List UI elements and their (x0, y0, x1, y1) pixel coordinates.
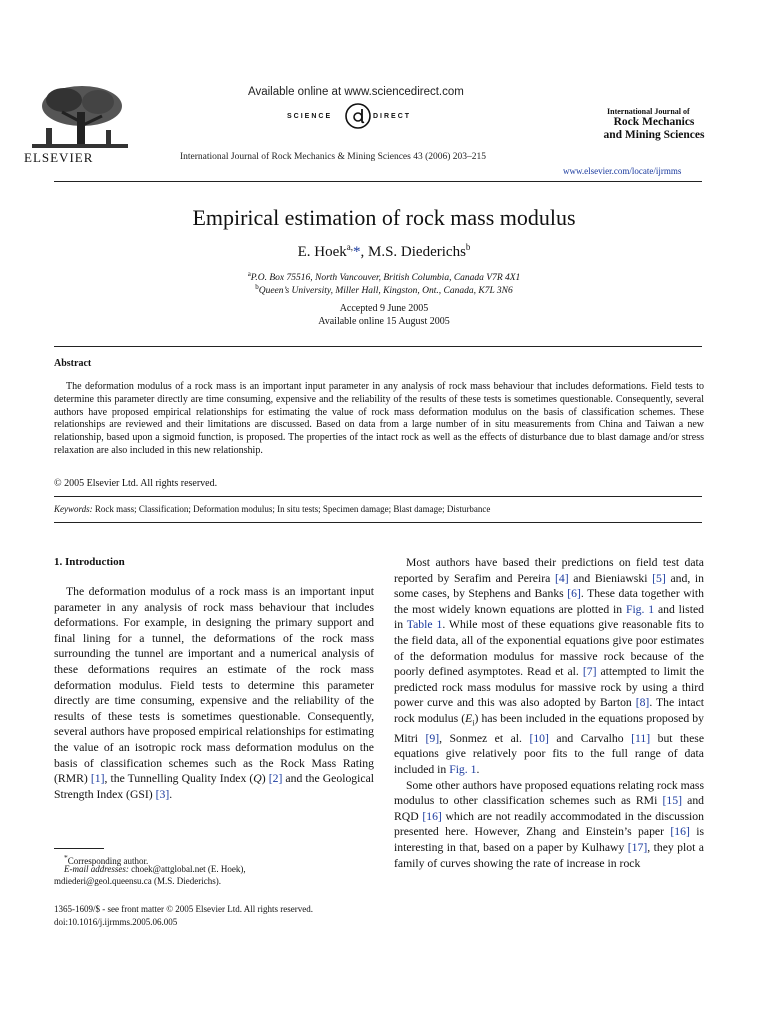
fig-1-link[interactable]: Fig. 1 (625, 602, 655, 616)
section-heading-introduction: 1. Introduction (54, 556, 125, 568)
ref-5-link[interactable]: [5] (652, 571, 666, 585)
keywords-bottom-divider (54, 522, 702, 523)
ref-17-link[interactable]: [17] (627, 841, 648, 855)
author-list (0, 242, 768, 261)
doi-line: doi:10.1016/j.ijrmms.2005.06.005 (54, 917, 178, 927)
author-diederichs-affil: b (465, 242, 471, 252)
ref-8-link[interactable]: [8] (635, 696, 650, 710)
abstract-copyright: © 2005 Elsevier Ltd. All rights reserved. (54, 478, 218, 489)
at-symbol-icon (343, 101, 373, 131)
author-hoek-affil: a, (346, 242, 353, 252)
author-hoek: E. Hoek (297, 244, 347, 260)
keywords-line (54, 504, 490, 514)
ref-10-link[interactable]: [10] (529, 731, 549, 745)
ref-9-link[interactable]: [9] (425, 731, 440, 745)
available-date: Available online 15 August 2005 (318, 316, 450, 327)
author-diederichs: M.S. Diederichs (368, 244, 466, 260)
journal-url-link[interactable]: www.elsevier.com/locate/ijrmms (563, 166, 682, 176)
journal-citation: International Journal of Rock Mechanics & Mining Sciences 43 (2006) 203–215 (180, 152, 487, 162)
email-addresses-line: E-mail addresses: choek@attglobal.net (E. Hoek), (64, 864, 246, 874)
journal-box-title: Rock Mechanics and Mining Sciences (603, 116, 705, 141)
footnote-divider (54, 848, 104, 849)
ref-4-link[interactable]: [4] (554, 571, 569, 585)
ref-16-link-2[interactable]: [16] (670, 825, 690, 839)
intro-right-column (394, 555, 704, 871)
fig-1-link-2[interactable]: Fig. 1 (449, 763, 477, 777)
abstract-top-divider (54, 346, 702, 347)
corresponding-author-link[interactable]: * (353, 244, 361, 260)
author-separator: , (360, 244, 368, 260)
intro-left-paragraph: The deformation modulus of a rock mass is an important input parameter in any analysis of rock mass behaviour that includes deformations. For example, in designing the primary support and final lining for a tunnel, the deformations of the rock mass surrounding the tunnel are important and a numerical analysis of these deformations requires an estimate of the rock mass deformation modulus. Field tests to determine this parameter directly are time consuming, expensive and the reliability of the results of these tests is sometimes questionable. Consequently, several authors have proposed empirical relationships for estimating the value of an isotropic rock mass deformation modulus on the basis of classification schemes such as the Rock Mass Rating (RMR) [1], the Tunnelling Quality Index (Q) [2] and the Geological Strength Index (GSI) [3]. (54, 585, 374, 801)
affiliation-b: $^b$Queen’s University, Miller Hall, Kingston, Ont., Canada, K7L 3N6 (255, 283, 513, 297)
journal-box-intl: International Journal of (607, 107, 690, 116)
ref-15-link[interactable]: [15] (662, 794, 682, 808)
ref-7-link[interactable]: [7] (582, 665, 597, 679)
table-1-link[interactable]: Table 1 (406, 618, 443, 632)
intro-right-paragraph-1: Most authors have based their predictions on field test data reported by Serafim and Pereira [4] and Bieniawski [5] and, in some cases, by Stephens and Banks [6]. These data together with the most widely known equations are plotted in Fig. 1 and listed in Table 1. While most of these equations give reasonable fits to the field data, all of the exponential equations give poor estimates of the deformation modulus for massive rock because of the poorly defined asymptotes. Read et al. [7] attempted to limit the predicted rock mass modulus for massive rock by using a third power curve and this was also adopted by Barton [8]. The intact rock modulus $(E_i)$ has been included in the equations proposed by Mitri [9], Sonmez et al. [10] and Carvalho [11] but these equations give relatively poor fits to the full range of data included in Fig. 1. (394, 556, 705, 777)
accepted-date: Accepted 9 June 2005 (339, 303, 429, 314)
corresponding-author-note: *Corresponding author. (64, 853, 149, 866)
publisher-name: ELSEVIER (24, 150, 94, 165)
available-online-text: Available online at www.sciencedirect.com (248, 86, 464, 98)
keywords-label: Keywords: (54, 504, 93, 514)
ref-2-link[interactable]: [2] (268, 772, 283, 786)
ref-3-link[interactable]: [3] (155, 787, 170, 801)
email-addresses-line-2: mdiederi@geol.queensu.ca (M.S. Diederichs). (54, 876, 221, 886)
ref-6-link[interactable]: [6] (567, 587, 581, 601)
abstract-text: The deformation modulus of a rock mass is an important input parameter in any analysis of rock mass behaviour that includes deformations. Field tests to determine this parameter directly are time consuming, expensive and the reliability of the results of these tests is sometimes questionable. Consequently, several authors have proposed empirical relationships for estimating the value of rock mass deformation modulus on the basis of classification schemes. These relationships are reviewed and their limitations are discussed. Based on data from a large number of in situ measurements from China and Taiwan a new relationship, based upon a sigmoid function, is proposed. The properties of the intact rock as well as the effects of disturbance due to blast damage and/or stress relaxation are also included in this new relationship. (54, 381, 704, 456)
elsevier-tree-logo (22, 82, 132, 154)
sciencedirect-logo: SCIENCE DIRECT (287, 103, 437, 133)
issn-line: 1365-1609/$ - see front matter © 2005 Elsevier Ltd. All rights reserved. (54, 904, 314, 914)
ref-16-link[interactable]: [16] (422, 809, 442, 823)
ref-1-link[interactable]: [1] (90, 772, 105, 786)
article-title: Empirical estimation of rock mass modulus (192, 205, 576, 230)
keywords-top-divider (54, 496, 702, 497)
ref-11-link[interactable]: [11] (631, 731, 651, 745)
intro-right-paragraph-2: Some other authors have proposed equations relating rock mass modulus to other classification schemes such as RMi [15] and RQD [16] which are not readily accommodated in the discussion presented here. However, Zhang and Einstein’s paper [16] is interesting in that, based on a paper by Kulhawy [17], they plot a family of curves showing the rate of increase in rock (394, 778, 705, 870)
header-divider (54, 181, 702, 182)
abstract-heading: Abstract (54, 358, 92, 369)
affiliation-a: $^a$P.O. Box 75516, North Vancouver, British Columbia, Canada V7R 4X1 (247, 270, 521, 284)
keywords-text: Rock mass; Classification; Deformation modulus; In situ tests; Specimen damage; Blast damage; Disturbance (94, 504, 491, 514)
